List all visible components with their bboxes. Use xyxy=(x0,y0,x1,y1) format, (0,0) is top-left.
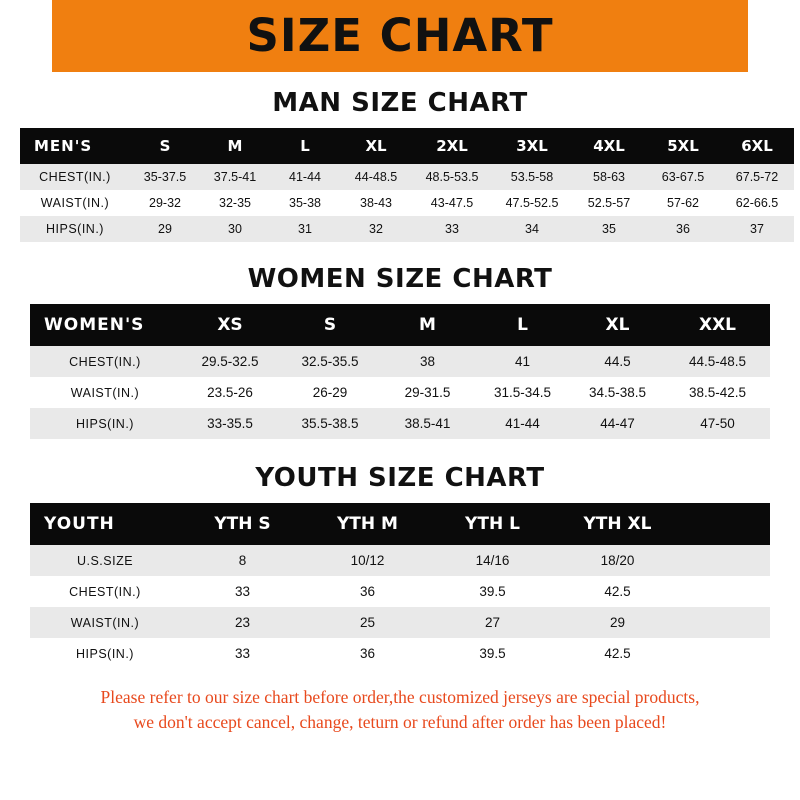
women-header-cell-3: M xyxy=(380,304,475,346)
youth-header-cell-0: YOUTH xyxy=(30,503,180,545)
youth-r3-c2: 36 xyxy=(305,638,430,669)
women-r0-c6: 44.5-48.5 xyxy=(665,346,770,377)
man-r2-c4: 32 xyxy=(340,216,412,242)
youth-r0-c0: U.S.SIZE xyxy=(30,545,180,576)
youth-r1-c0: CHEST(IN.) xyxy=(30,576,180,607)
women-header-cell-2: S xyxy=(280,304,380,346)
man-r0-c3: 41-44 xyxy=(270,164,340,190)
women-r2-c5: 44-47 xyxy=(570,408,665,439)
women-r2-c0: HIPS(IN.) xyxy=(30,408,180,439)
man-r0-c1: 35-37.5 xyxy=(130,164,200,190)
youth-r0-c1: 8 xyxy=(180,545,305,576)
women-r0-c4: 41 xyxy=(475,346,570,377)
table-row xyxy=(20,190,794,216)
man-header-cell-7: 4XL xyxy=(572,128,646,164)
women-r0-c2: 32.5-35.5 xyxy=(280,346,380,377)
man-r2-c1: 29 xyxy=(130,216,200,242)
notice-line-2: we don't accept cancel, change, teturn or refund after order has been placed! xyxy=(133,712,667,733)
man-header-cell-1: S xyxy=(130,128,200,164)
man-header-cell-8: 5XL xyxy=(646,128,720,164)
youth-size-table xyxy=(30,503,770,669)
youth-r3-c5 xyxy=(680,638,770,669)
man-r1-c4: 38-43 xyxy=(340,190,412,216)
man-size-table xyxy=(20,128,794,242)
women-r1-c2: 26-29 xyxy=(280,377,380,408)
women-r1-c0: WAIST(IN.) xyxy=(30,377,180,408)
youth-r0-c3: 14/16 xyxy=(430,545,555,576)
youth-r3-c1: 33 xyxy=(180,638,305,669)
banner-inner xyxy=(0,0,800,72)
youth-r0-c2: 10/12 xyxy=(305,545,430,576)
man-r2-c8: 36 xyxy=(646,216,720,242)
women-header-cell-0: WOMEN'S xyxy=(30,304,180,346)
table-row xyxy=(30,638,770,669)
man-header-cell-5: 2XL xyxy=(412,128,492,164)
banner-left-notch xyxy=(0,0,52,72)
women-r2-c2: 35.5-38.5 xyxy=(280,408,380,439)
women-r2-c1: 33-35.5 xyxy=(180,408,280,439)
man-r0-c5: 48.5-53.5 xyxy=(412,164,492,190)
table-row xyxy=(30,607,770,638)
table-row xyxy=(30,545,770,576)
women-header-cell-6: XXL xyxy=(665,304,770,346)
man-r1-c0: WAIST(IN.) xyxy=(20,190,130,216)
man-r1-c8: 57-62 xyxy=(646,190,720,216)
women-r1-c4: 31.5-34.5 xyxy=(475,377,570,408)
man-r2-c0: HIPS(IN.) xyxy=(20,216,130,242)
youth-header-cell-1: YTH S xyxy=(180,503,305,545)
youth-r2-c5 xyxy=(680,607,770,638)
man-header-cell-2: M xyxy=(200,128,270,164)
banner-right-notch xyxy=(748,0,800,72)
man-r0-c0: CHEST(IN.) xyxy=(20,164,130,190)
youth-header-cell-3: YTH L xyxy=(430,503,555,545)
man-r0-c4: 44-48.5 xyxy=(340,164,412,190)
content xyxy=(0,88,800,736)
youth-header-cell-4: YTH XL xyxy=(555,503,680,545)
man-r2-c9: 37 xyxy=(720,216,794,242)
man-r0-c7: 58-63 xyxy=(572,164,646,190)
man-header-cell-6: 3XL xyxy=(492,128,572,164)
man-r1-c9: 62-66.5 xyxy=(720,190,794,216)
youth-header-cell-2: YTH M xyxy=(305,503,430,545)
man-table-header-row xyxy=(20,128,794,164)
header-banner xyxy=(0,0,800,72)
women-size-table xyxy=(30,304,770,439)
man-header-cell-4: XL xyxy=(340,128,412,164)
youth-r2-c2: 25 xyxy=(305,607,430,638)
youth-r2-c1: 23 xyxy=(180,607,305,638)
women-r1-c5: 34.5-38.5 xyxy=(570,377,665,408)
women-header-cell-5: XL xyxy=(570,304,665,346)
youth-r2-c0: WAIST(IN.) xyxy=(30,607,180,638)
notice-line-1: Please refer to our size chart before order,the customized jerseys are special products, xyxy=(100,687,700,707)
youth-section-title: YOUTH SIZE CHART xyxy=(255,463,545,493)
women-r2-c3: 38.5-41 xyxy=(380,408,475,439)
women-r0-c5: 44.5 xyxy=(570,346,665,377)
man-r0-c6: 53.5-58 xyxy=(492,164,572,190)
women-r0-c1: 29.5-32.5 xyxy=(180,346,280,377)
youth-r1-c3: 39.5 xyxy=(430,576,555,607)
man-r1-c2: 32-35 xyxy=(200,190,270,216)
women-r2-c6: 47-50 xyxy=(665,408,770,439)
women-r1-c3: 29-31.5 xyxy=(380,377,475,408)
man-r1-c5: 43-47.5 xyxy=(412,190,492,216)
youth-r1-c2: 36 xyxy=(305,576,430,607)
youth-r3-c3: 39.5 xyxy=(430,638,555,669)
youth-r3-c4: 42.5 xyxy=(555,638,680,669)
man-r2-c5: 33 xyxy=(412,216,492,242)
women-header-cell-4: L xyxy=(475,304,570,346)
man-r1-c1: 29-32 xyxy=(130,190,200,216)
table-row xyxy=(30,377,770,408)
man-r0-c2: 37.5-41 xyxy=(200,164,270,190)
man-header-cell-3: L xyxy=(270,128,340,164)
man-r2-c2: 30 xyxy=(200,216,270,242)
youth-r1-c4: 42.5 xyxy=(555,576,680,607)
man-r0-c9: 67.5-72 xyxy=(720,164,794,190)
women-section-title: WOMEN SIZE CHART xyxy=(247,264,553,294)
youth-r1-c5 xyxy=(680,576,770,607)
youth-table-header-row xyxy=(30,503,770,545)
table-row xyxy=(20,164,794,190)
youth-r3-c0: HIPS(IN.) xyxy=(30,638,180,669)
man-r2-c6: 34 xyxy=(492,216,572,242)
table-row xyxy=(30,408,770,439)
women-r1-c1: 23.5-26 xyxy=(180,377,280,408)
women-r0-c3: 38 xyxy=(380,346,475,377)
table-row xyxy=(30,576,770,607)
man-r1-c3: 35-38 xyxy=(270,190,340,216)
youth-header-cell-5 xyxy=(680,503,770,545)
youth-r1-c1: 33 xyxy=(180,576,305,607)
man-r1-c6: 47.5-52.5 xyxy=(492,190,572,216)
order-policy-notice xyxy=(20,685,780,736)
man-header-cell-9: 6XL xyxy=(720,128,794,164)
table-row xyxy=(20,216,794,242)
youth-r2-c4: 29 xyxy=(555,607,680,638)
man-r2-c7: 35 xyxy=(572,216,646,242)
man-header-cell-0: MEN'S xyxy=(20,128,130,164)
youth-r0-c4: 18/20 xyxy=(555,545,680,576)
women-r1-c6: 38.5-42.5 xyxy=(665,377,770,408)
women-r0-c0: CHEST(IN.) xyxy=(30,346,180,377)
women-r2-c4: 41-44 xyxy=(475,408,570,439)
youth-r2-c3: 27 xyxy=(430,607,555,638)
man-r1-c7: 52.5-57 xyxy=(572,190,646,216)
man-section-title: MAN SIZE CHART xyxy=(272,88,528,118)
table-row xyxy=(30,346,770,377)
youth-r0-c5 xyxy=(680,545,770,576)
women-table-header-row xyxy=(30,304,770,346)
man-r0-c8: 63-67.5 xyxy=(646,164,720,190)
women-header-cell-1: XS xyxy=(180,304,280,346)
man-r2-c3: 31 xyxy=(270,216,340,242)
page-title: SIZE CHART xyxy=(246,9,554,62)
